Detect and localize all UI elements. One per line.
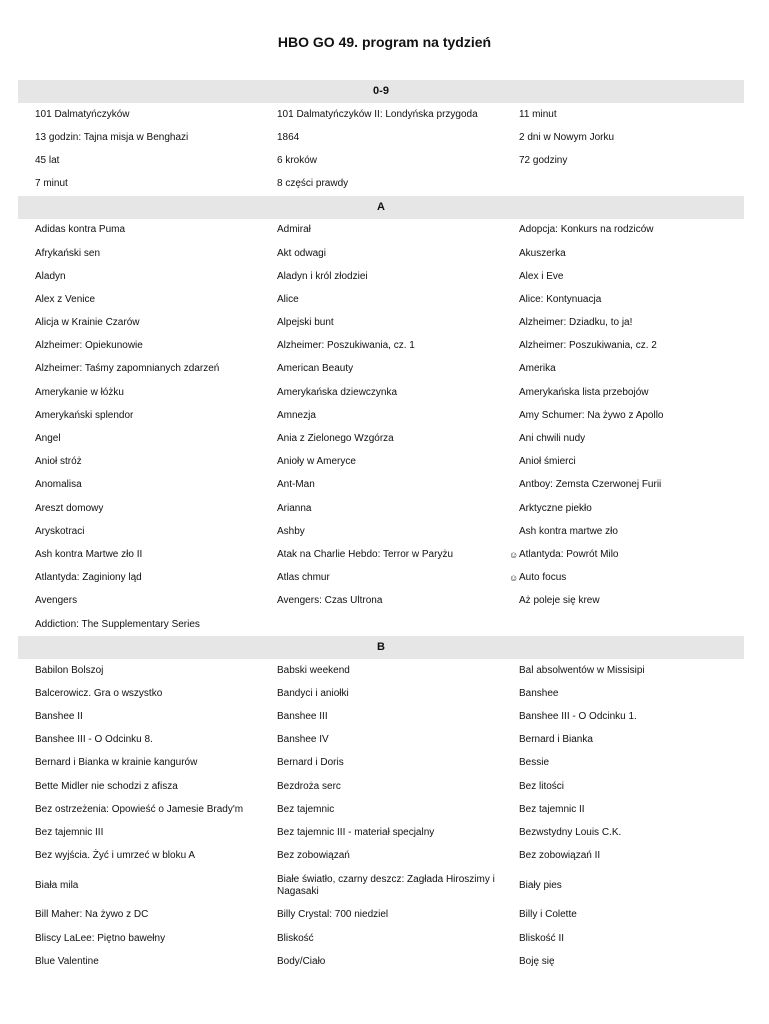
title-label: American Beauty: [277, 363, 354, 375]
title-label: Babski weekend: [277, 664, 350, 676]
title-cell[interactable]: [18, 317, 260, 329]
title-label: Bez tajemnic II: [519, 803, 585, 815]
title-cell[interactable]: [260, 757, 502, 769]
title-label: Anioł stróż: [35, 456, 82, 468]
title-label: Amerykańska dziewczynka: [277, 386, 398, 398]
title-label: Bez tajemnic III: [35, 827, 104, 839]
title-label: Avengers: [35, 595, 78, 607]
title-cell[interactable]: [260, 503, 502, 515]
title-label: Banshee: [519, 687, 559, 699]
table-row: [18, 427, 744, 450]
table-row: [18, 381, 744, 404]
title-label: Avengers: Czas Ultrona: [277, 595, 383, 607]
title-label: Bez wyjścia. Żyć i umrzeć w bloku A: [35, 850, 196, 862]
title-label: Auto focus: [519, 572, 567, 584]
title-cell[interactable]: [18, 933, 260, 945]
table-row: [18, 543, 744, 566]
title-cell[interactable]: [502, 757, 744, 769]
table-row: [18, 126, 744, 149]
title-cell[interactable]: [18, 711, 260, 723]
title-cell[interactable]: [502, 956, 744, 968]
title-cell[interactable]: [502, 479, 744, 491]
title-cell[interactable]: [502, 827, 744, 839]
table-row: [18, 312, 744, 335]
title-cell[interactable]: [18, 827, 260, 839]
title-label: Arianna: [277, 502, 312, 514]
title-cell[interactable]: [260, 155, 502, 167]
title-cell[interactable]: [260, 956, 502, 968]
title-label: Bezdroża serc: [277, 780, 341, 792]
title-label: Bez tajemnic: [277, 803, 335, 815]
title-cell[interactable]: [260, 178, 502, 190]
title-label: Akt odwagi: [277, 247, 326, 259]
title-cell[interactable]: [502, 526, 744, 538]
title-label: 72 godziny: [519, 154, 568, 166]
title-label: Amnezja: [277, 409, 316, 421]
title-label: 8 części prawdy: [277, 178, 349, 190]
table-row: [18, 845, 744, 868]
title-cell[interactable]: [502, 363, 744, 375]
title-label: Antboy: Zemsta Czerwonej Furii: [519, 479, 662, 491]
title-cell[interactable]: [260, 109, 502, 121]
title-cell[interactable]: [18, 224, 260, 236]
title-label: Ash kontra Martwe zło II: [35, 548, 143, 560]
table-row: [18, 659, 744, 682]
title-label: Bez zobowiązań II: [519, 850, 601, 862]
title-label: Adidas kontra Puma: [35, 224, 126, 236]
title-cell[interactable]: [260, 711, 502, 723]
title-cell[interactable]: [260, 479, 502, 491]
title-cell[interactable]: [502, 410, 744, 422]
title-cell[interactable]: [502, 248, 744, 260]
title-cell[interactable]: [260, 456, 502, 468]
title-cell[interactable]: [260, 294, 502, 306]
title-cell[interactable]: [260, 734, 502, 746]
table-row: [18, 520, 744, 543]
title-label: Balcerowicz. Gra o wszystko: [35, 687, 163, 699]
title-label: Areszt domowy: [35, 502, 104, 514]
title-label: Bernard i Bianka: [519, 734, 593, 746]
title-label: Admirał: [277, 224, 311, 236]
title-label: Arktyczne piekło: [519, 502, 592, 514]
title-cell[interactable]: [18, 178, 260, 190]
title-cell[interactable]: [260, 549, 502, 561]
title-label: Bliscy LaLee: Piętno bawełny: [35, 932, 166, 944]
title-label: Bliskość: [277, 932, 314, 944]
title-label: Bill Maher: Na żywo z DC: [35, 909, 149, 921]
title-label: Bez ostrzeżenia: Opowieść o Jamesie Brady'm: [35, 803, 244, 815]
table-row: [18, 242, 744, 265]
title-label: Alpejski bunt: [277, 317, 334, 329]
title-cell[interactable]: [18, 619, 260, 631]
title-label: Bandyci i aniołki: [277, 687, 349, 699]
title-cell[interactable]: [260, 688, 502, 700]
title-cell[interactable]: [502, 781, 744, 793]
title-cell[interactable]: [18, 433, 260, 445]
table-row: [18, 567, 744, 590]
title-label: Atlantyda: Powrót Milo: [519, 548, 619, 560]
title-cell[interactable]: [260, 410, 502, 422]
title-cell[interactable]: [502, 850, 744, 862]
title-cell[interactable]: [18, 363, 260, 375]
title-label: Atlas chmur: [277, 572, 330, 584]
title-cell[interactable]: [18, 572, 260, 584]
title-label: Adopcja: Konkurs na rodziców: [519, 224, 654, 236]
title-cell[interactable]: [18, 109, 260, 121]
table-row: [18, 474, 744, 497]
title-label: Billy Crystal: 700 niedziel: [277, 909, 389, 921]
title-cell[interactable]: [260, 224, 502, 236]
title-cell[interactable]: [18, 248, 260, 260]
table-row: [18, 868, 744, 904]
title-cell[interactable]: [260, 317, 502, 329]
title-cell[interactable]: [502, 132, 744, 144]
title-label: Ani chwili nudy: [519, 433, 586, 445]
title-cell[interactable]: [18, 456, 260, 468]
table-row: [18, 335, 744, 358]
title-label: 6 kroków: [277, 154, 318, 166]
title-cell[interactable]: [18, 410, 260, 422]
title-label: Białe światło, czarny deszcz: Zagłada Hiroszimy i Nagasaki: [277, 873, 495, 897]
table-row: [18, 904, 744, 927]
title-cell[interactable]: [502, 549, 744, 561]
title-cell[interactable]: [260, 874, 502, 898]
title-label: Angel: [35, 433, 61, 445]
title-label: Babilon Bolszoj: [35, 664, 104, 676]
title-label: Banshee III - O Odcinku 1.: [519, 711, 637, 723]
table-row: [18, 752, 744, 775]
title-cell[interactable]: [18, 503, 260, 515]
title-label: Ash kontra martwe zło: [519, 525, 618, 537]
title-label: Alzheimer: Poszukiwania, cz. 2: [519, 340, 657, 352]
title-label: 101 Dalmatyńczyków II: Londyńska przygoda: [277, 108, 478, 120]
title-cell[interactable]: [18, 665, 260, 677]
title-label: Bal absolwentów w Missisipi: [519, 664, 645, 676]
title-label: Alice: Kontynuacja: [519, 293, 602, 305]
title-label: Amerykańska lista przebojów: [519, 386, 649, 398]
title-cell[interactable]: [502, 909, 744, 921]
title-label: Ashby: [277, 525, 305, 537]
title-label: 101 Dalmatyńczyków: [35, 108, 130, 120]
title-cell[interactable]: [502, 665, 744, 677]
title-label: Alzheimer: Dziadku, to ja!: [519, 317, 633, 329]
title-cell[interactable]: [18, 909, 260, 921]
title-cell[interactable]: [502, 224, 744, 236]
title-label: Blue Valentine: [35, 955, 99, 967]
title-label: Anioły w Ameryce: [277, 456, 356, 468]
table-row: [18, 497, 744, 520]
title-cell[interactable]: [18, 294, 260, 306]
section-header: B: [18, 636, 744, 659]
title-cell[interactable]: [260, 433, 502, 445]
title-label: 1864: [277, 131, 300, 143]
table-row: [18, 288, 744, 311]
title-cell[interactable]: [502, 688, 744, 700]
title-cell[interactable]: [260, 387, 502, 399]
title-label: Alex z Venice: [35, 293, 96, 305]
title-label: Alzheimer: Poszukiwania, cz. 1: [277, 340, 415, 352]
title-cell[interactable]: [502, 572, 744, 584]
program-table: [18, 80, 744, 973]
title-label: Alice: [277, 293, 299, 305]
title-label: 13 godzin: Tajna misja w Benghazi: [35, 131, 189, 143]
title-label: Boję się: [519, 955, 555, 967]
title-label: Alex i Eve: [519, 270, 564, 282]
title-label: Aladyn: [35, 270, 66, 282]
title-label: Amy Schumer: Na żywo z Apollo: [519, 409, 664, 421]
table-row: [18, 775, 744, 798]
table-row: [18, 798, 744, 821]
title-label: Bezwstydny Louis C.K.: [519, 827, 622, 839]
title-cell[interactable]: [502, 880, 744, 892]
title-label: Body/Ciało: [277, 955, 326, 967]
title-label: Biała mila: [35, 879, 79, 891]
title-label: Bessie: [519, 757, 550, 769]
title-cell[interactable]: [18, 155, 260, 167]
section-header: 0-9: [18, 80, 744, 103]
title-cell[interactable]: [260, 595, 502, 607]
title-cell[interactable]: [260, 665, 502, 677]
title-cell[interactable]: [260, 363, 502, 375]
title-label: Amerykanie w łóżku: [35, 386, 124, 398]
title-cell[interactable]: [18, 595, 260, 607]
table-row: [18, 613, 744, 636]
title-label: 45 lat: [35, 154, 60, 166]
title-cell[interactable]: [260, 781, 502, 793]
table-row: [18, 103, 744, 126]
table-row: [18, 821, 744, 844]
title-cell[interactable]: [502, 155, 744, 167]
title-cell[interactable]: [502, 340, 744, 352]
title-label: Bez zobowiązań: [277, 850, 350, 862]
title-cell[interactable]: [18, 850, 260, 862]
table-row: [18, 682, 744, 705]
title-cell[interactable]: [260, 572, 502, 584]
title-cell[interactable]: [502, 387, 744, 399]
title-cell[interactable]: [502, 456, 744, 468]
title-cell[interactable]: [260, 850, 502, 862]
new-title-icon: ☺: [509, 549, 519, 560]
title-cell[interactable]: [260, 933, 502, 945]
table-row: [18, 149, 744, 172]
title-label: Ania z Zielonego Wzgórza: [277, 433, 394, 445]
title-cell[interactable]: [502, 317, 744, 329]
title-label: Amerika: [519, 363, 556, 375]
title-cell[interactable]: [502, 804, 744, 816]
title-label: Bernard i Bianka w krainie kangurów: [35, 757, 198, 769]
title-cell[interactable]: [18, 956, 260, 968]
title-cell[interactable]: [502, 933, 744, 945]
title-label: Anioł śmierci: [519, 456, 576, 468]
title-cell[interactable]: [18, 526, 260, 538]
title-cell[interactable]: [18, 271, 260, 283]
title-cell[interactable]: [502, 294, 744, 306]
title-label: Afrykański sen: [35, 247, 101, 259]
title-cell[interactable]: [18, 688, 260, 700]
title-label: 7 minut: [35, 178, 68, 190]
table-row: [18, 729, 744, 752]
title-label: Bliskość II: [519, 932, 565, 944]
title-cell[interactable]: [260, 827, 502, 839]
title-cell[interactable]: [260, 340, 502, 352]
title-cell[interactable]: [18, 734, 260, 746]
title-label: Billy i Colette: [519, 909, 577, 921]
title-label: Ant-Man: [277, 479, 315, 491]
table-row: [18, 706, 744, 729]
title-cell[interactable]: [18, 479, 260, 491]
table-row: [18, 590, 744, 613]
title-label: Anomalisa: [35, 479, 82, 491]
title-cell[interactable]: [18, 132, 260, 144]
title-label: Addiction: The Supplementary Series: [35, 618, 200, 630]
title-label: Akuszerka: [519, 247, 566, 259]
title-cell[interactable]: [18, 340, 260, 352]
title-cell[interactable]: [260, 526, 502, 538]
table-row: [18, 265, 744, 288]
title-cell[interactable]: [18, 387, 260, 399]
title-cell[interactable]: [18, 549, 260, 561]
new-title-icon: ☺: [509, 573, 519, 584]
title-label: Aż poleje się krew: [519, 595, 600, 607]
title-label: Alzheimer: Opiekunowie: [35, 340, 143, 352]
title-label: Banshee III - O Odcinku 8.: [35, 734, 153, 746]
title-cell[interactable]: [260, 271, 502, 283]
title-label: 2 dni w Nowym Jorku: [519, 131, 615, 143]
title-cell[interactable]: [18, 781, 260, 793]
table-row: [18, 950, 744, 973]
table-row: [18, 927, 744, 950]
title-cell[interactable]: [502, 734, 744, 746]
title-label: Bette Midler nie schodzi z afisza: [35, 780, 178, 792]
title-cell[interactable]: [18, 804, 260, 816]
table-row: [18, 451, 744, 474]
table-row: [18, 219, 744, 242]
title-label: Bernard i Doris: [277, 757, 344, 769]
title-label: Banshee IV: [277, 734, 329, 746]
table-row: [18, 173, 744, 196]
title-label: Amerykański splendor: [35, 409, 134, 421]
title-label: Banshee II: [35, 711, 83, 723]
table-row: [18, 404, 744, 427]
title-label: Bez tajemnic III - materiał specjalny: [277, 827, 435, 839]
table-row: [18, 358, 744, 381]
title-cell[interactable]: [502, 271, 744, 283]
title-cell[interactable]: [260, 132, 502, 144]
title-label: Aryskotraci: [35, 525, 85, 537]
title-cell[interactable]: [502, 109, 744, 121]
title-cell[interactable]: [502, 433, 744, 445]
title-cell[interactable]: [260, 804, 502, 816]
title-cell[interactable]: [260, 909, 502, 921]
title-label: Alicja w Krainie Czarów: [35, 317, 140, 329]
section-header: A: [18, 196, 744, 219]
title-cell[interactable]: [18, 880, 260, 892]
title-cell[interactable]: [502, 503, 744, 515]
title-cell[interactable]: [502, 595, 744, 607]
title-label: 11 minut: [519, 108, 557, 120]
title-label: Banshee III: [277, 711, 328, 723]
title-cell[interactable]: [18, 757, 260, 769]
page-title: HBO GO 49. program na tydzień: [277, 34, 492, 50]
title-label: Alzheimer: Taśmy zapomnianych zdarzeń: [35, 363, 220, 375]
title-label: Atak na Charlie Hebdo: Terror w Paryżu: [277, 548, 454, 560]
title-cell[interactable]: [260, 248, 502, 260]
title-label: Bez litości: [519, 780, 565, 792]
title-label: Biały pies: [519, 879, 562, 891]
title-label: Atlantyda: Zaginiony ląd: [35, 572, 142, 584]
title-label: Aladyn i król złodziei: [277, 270, 368, 282]
title-cell[interactable]: [502, 711, 744, 723]
